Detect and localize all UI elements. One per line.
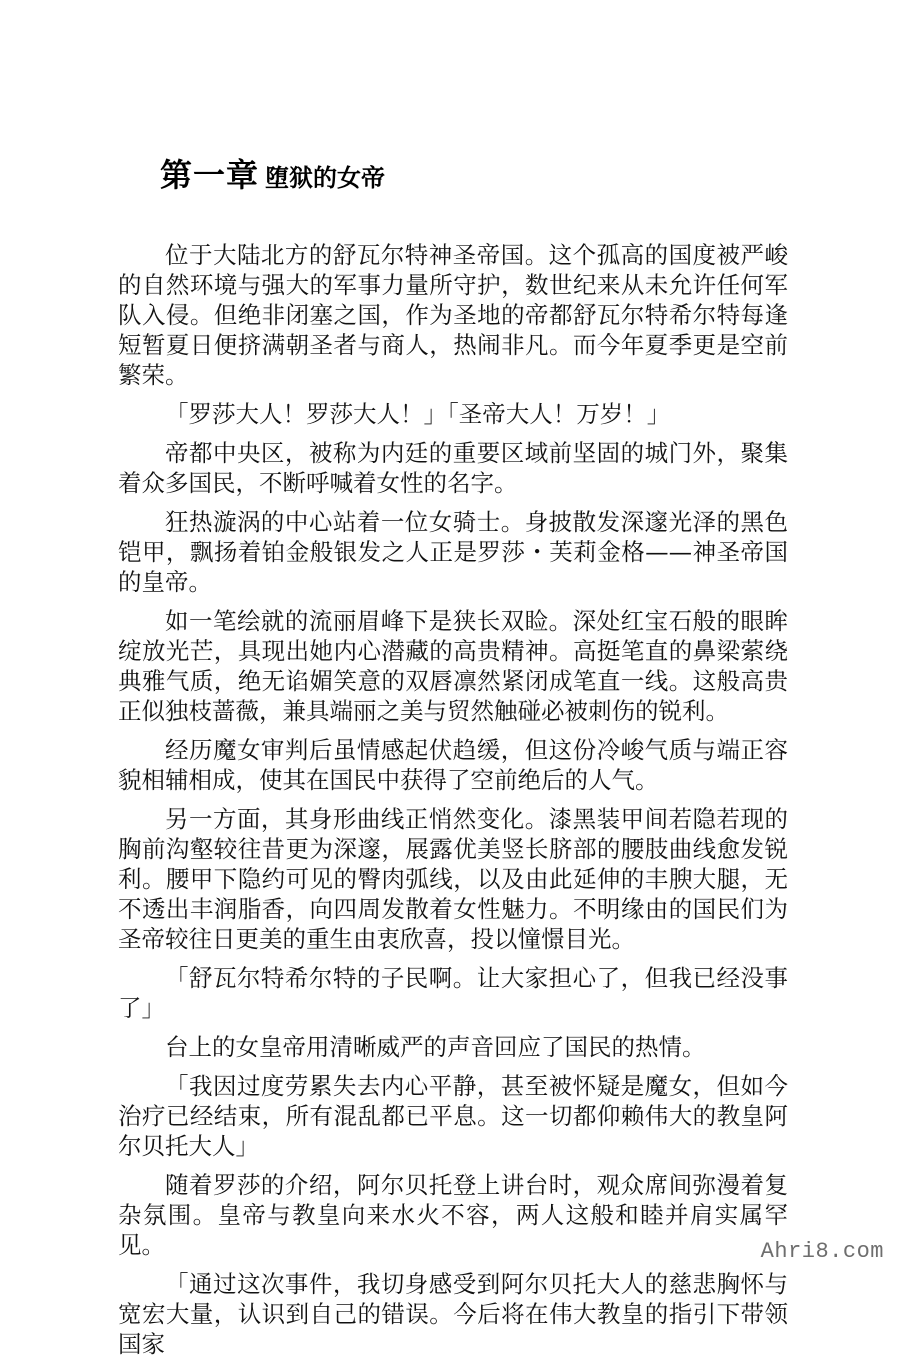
paragraph: 经历魔女审判后虽情感起伏趋缓，但这份冷峻气质与端正容貌相辅相成，使其在国民中获得了空前绝后的人气。 bbox=[118, 736, 788, 794]
paragraph: 帝都中央区，被称为内廷的重要区域前坚固的城门外，聚集着众多国民，不断呼喊着女性的名字。 bbox=[118, 439, 788, 497]
chapter-number: 第一章 bbox=[160, 156, 260, 194]
paragraph: 台上的女皇帝用清晰威严的声音回应了国民的热情。 bbox=[165, 1033, 706, 1061]
paragraph: 如一笔绘就的流丽眉峰下是狭长双睑。深处红宝石般的眼眸绽放光芒，具现出她内心潜藏的高贵精神。高挺笔直的鼻梁萦绕典雅气质，绝无谄媚笑意的双唇凛然紧闭成笔直一线。这般高贵正似独枝蔷薇，兼具端丽之美与贸然触碰必被刺伤的锐利。 bbox=[118, 607, 788, 725]
chapter-name: 堕狱的女帝 bbox=[265, 164, 386, 192]
paragraph: 狂热漩涡的中心站着一位女骑士。身披散发深邃光泽的黑色铠甲，飘扬着铂金般银发之人正是罗莎・芙莉金格——神圣帝国的皇帝。 bbox=[118, 508, 788, 596]
chapter-heading bbox=[160, 156, 385, 194]
paragraph: 位于大陆北方的舒瓦尔特神圣帝国。这个孤高的国度被严峻的自然环境与强大的军事力量所守护，数世纪来从未允许任何军队入侵。但绝非闭塞之国，作为圣地的帝都舒瓦尔特希尔特每逢短暂夏日便挤满朝圣者与商人，热闹非凡。而今年夏季更是空前繁荣。 bbox=[118, 241, 788, 389]
dialogue-line: 「通过这次事件，我切身感受到阿尔贝托大人的慈悲胸怀与宽宏大量，认识到自己的错误。今后将在伟大教皇的指引下带领国家 bbox=[118, 1270, 788, 1358]
dialogue-line: 「罗莎大人！罗莎大人！」「圣帝大人！万岁！」 bbox=[165, 400, 671, 428]
dialogue-line: 「我因过度劳累失去内心平静，甚至被怀疑是魔女，但如今治疗已经结束，所有混乱都已平息。这一切都仰赖伟大的教皇阿尔贝托大人」 bbox=[118, 1072, 788, 1160]
dialogue-line: 「舒瓦尔特希尔特的子民啊。让大家担心了，但我已经没事了」 bbox=[118, 964, 788, 1022]
chapter-body bbox=[118, 240, 788, 1368]
site-watermark: Ahri8.com bbox=[760, 1239, 884, 1264]
paragraph: 随着罗莎的介绍，阿尔贝托登上讲台时，观众席间弥漫着复杂氛围。皇帝与教皇向来水火不容，两人这般和睦并肩实属罕见。 bbox=[118, 1171, 788, 1259]
paragraph: 另一方面，其身形曲线正悄然变化。漆黑装甲间若隐若现的胸前沟壑较往昔更为深邃，展露优美竖长脐部的腰肢曲线愈发锐利。腰甲下隐约可见的臀肉弧线，以及由此延伸的丰腴大腿，无不透出丰润脂香，向四周发散着女性魅力。不明缘由的国民们为圣帝较往日更美的重生由衷欣喜，投以憧憬目光。 bbox=[118, 805, 788, 953]
